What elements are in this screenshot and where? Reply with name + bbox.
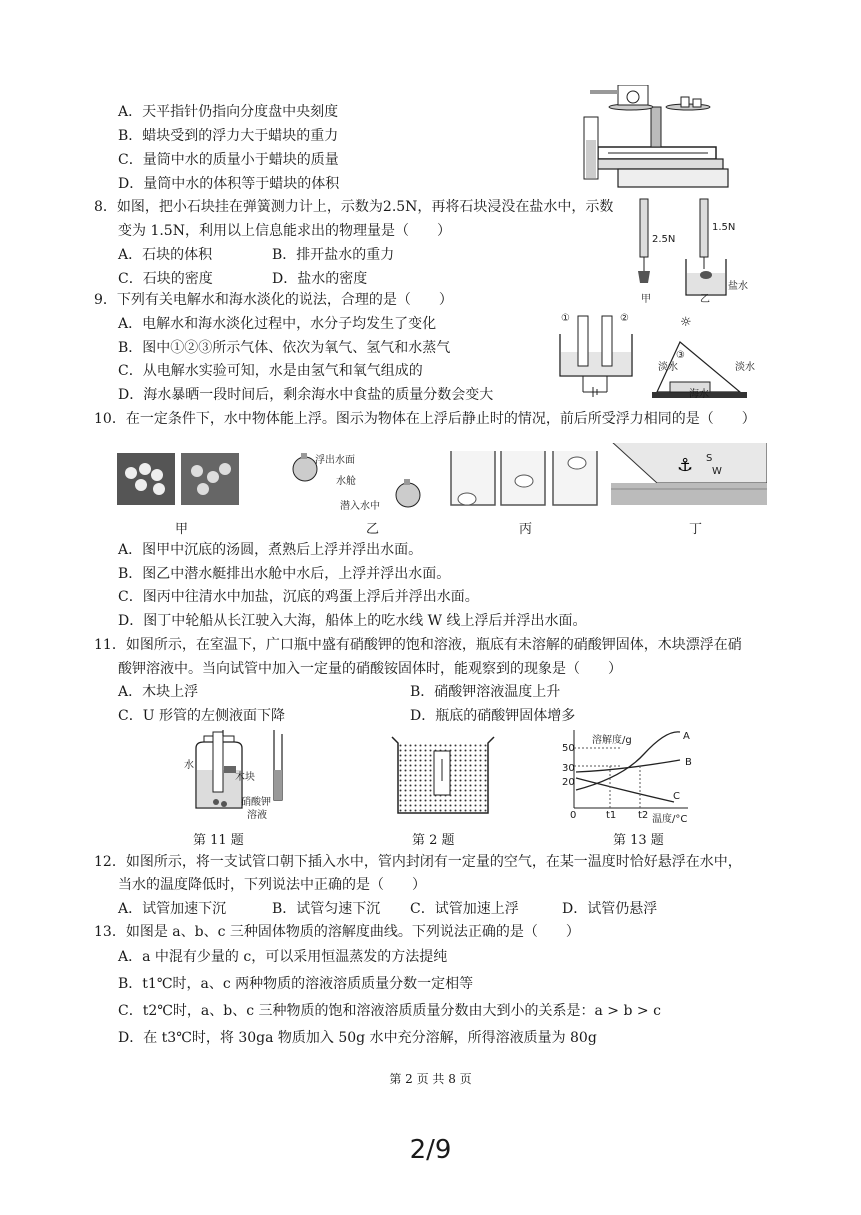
q9-fresh-label-left: 淡水 (658, 362, 678, 373)
q10-option-a: A．图甲中沉底的汤圆，煮熟后上浮并浮出水面。 (118, 542, 423, 558)
q11-label-water: 水 (184, 760, 194, 771)
q10-label-bing: 丙 (519, 522, 533, 537)
q10-label-tank: 水舱 (336, 476, 356, 487)
q9-option-a: A．电解水和海水淡化过程中，水分子均发生了变化 (118, 316, 437, 332)
chart13-xlabel: 温度/°C (652, 814, 688, 825)
page-footer: 第 2 页 共 8 页 (389, 1072, 472, 1086)
q11-label-block: 木块 (235, 772, 255, 783)
q9-fresh-label-right: 淡水 (735, 362, 755, 373)
q9-marker-1: ① (561, 313, 570, 324)
q12-option-c: C．试管加速上浮 (410, 901, 519, 917)
q10-stem: 10．在一定条件下，水中物体能上浮。图示为物体在上浮后静止时的情况，前后所受浮力相同的是（ ） (94, 411, 756, 427)
q10-label-dive: 潜入水中 (340, 501, 380, 512)
q8-option-a: A．石块的体积 (118, 247, 213, 263)
q12-stem-line1: 12．如图所示，将一支试管口朝下插入水中，管内封闭有一定量的空气，在某一温度时恰好悬浮在水中， (94, 854, 742, 870)
solubility-chart (562, 726, 702, 822)
q8-label-yi: 乙 (700, 294, 710, 305)
chart13-xtick-0: 0 (570, 810, 577, 821)
q11-option-d: D．瓶底的硝酸钾固体增多 (410, 708, 576, 724)
q11-label-sol2: 溶液 (247, 810, 267, 821)
chart13-ylabel: 溶解度/g (592, 735, 632, 746)
q8-stem-line2: 变为 1.5N，利用以上信息能求出的物理量是（ ） (118, 223, 451, 239)
q10-label-jia: 甲 (175, 522, 189, 537)
q8-reading-2: 1.5N (712, 222, 736, 233)
q11-option-a: A．木块上浮 (118, 684, 199, 700)
q11-option-c: C．U 形管的左侧液面下降 (118, 708, 285, 724)
q10-label-ding: 丁 (689, 522, 703, 537)
curve-c (576, 778, 674, 802)
q8-stem-line1: 8．如图，把小石块挂在弹簧测力计上，示数为2.5N，再将石块浸没在盐水中，示数 (94, 199, 614, 215)
q13-option-c: C．t2℃时，a、b、c 三种物质的饱和溶液溶质质量分数由大到小的关系是：a > b > c (118, 1003, 661, 1019)
q7-option-a: A．天平指针仍指向分度盘中央刻度 (118, 104, 339, 120)
chart13-ytick-20: 20 (562, 777, 575, 788)
q11-stem-line2: 酸钾溶液中。当向试管中加入一定量的硝酸铵固体时，能观察到的现象是（ ） (118, 661, 622, 677)
q9-marker-2: ② (620, 313, 629, 324)
q12-option-a: A．试管加速下沉 (118, 901, 227, 917)
q8-option-d: D．盐水的密度 (272, 271, 368, 287)
q11-option-b: B．硝酸钾溶液温度上升 (410, 684, 561, 700)
q12-option-d: D．试管仍悬浮 (562, 901, 658, 917)
balance-figure (578, 85, 744, 193)
q11-stem-line1: 11．如图所示，在室温下，广口瓶中盛有硝酸钾的饱和溶液，瓶底有未溶解的硝酸钾固体，木块漂浮在硝 (94, 637, 742, 653)
chart13-curve-b-label: B (685, 757, 692, 768)
chart13-ytick-50: 50 (562, 743, 575, 754)
q10-label-w: W (712, 466, 722, 477)
chart13-curve-c-label: C (673, 791, 680, 802)
q9-option-d: D．海水暴晒一段时间后，剩余海水中食盐的质量分数会变大 (118, 387, 494, 403)
q12-stem-line2: 当水的温度降低时，下列说法中正确的是（ ） (118, 877, 426, 893)
q7-option-d: D．量筒中水的体积等于蜡块的体积 (118, 176, 340, 192)
q9-sea-label: 海水 (689, 389, 709, 400)
q8-reading-1: 2.5N (652, 234, 676, 245)
svg-text:⚓: ⚓ (677, 455, 694, 476)
q9-option-b: B．图中①②③所示气体、依次为氧气、氢气和水蒸气 (118, 340, 451, 356)
q12-option-b: B．试管匀速下沉 (272, 901, 381, 917)
q8-option-c: C．石块的密度 (118, 271, 213, 287)
caption-q11: 第 11 题 (193, 833, 244, 848)
q8-label-jia: 甲 (641, 294, 651, 305)
q10-label-yi: 乙 (366, 522, 380, 537)
page-number: 2/9 (409, 1135, 452, 1165)
caption-q2: 第 2 题 (412, 833, 455, 848)
q10-label-s: S (706, 453, 713, 464)
chart13-xtick-t1: t1 (606, 810, 617, 821)
q7-option-b: B．蜡块受到的浮力大于蜡块的重力 (118, 128, 339, 144)
chart13-ytick-30: 30 (562, 763, 575, 774)
q13-option-a: A．a 中混有少量的 c，可以采用恒温蒸发的方法提纯 (118, 949, 448, 965)
q9-stem: 9．下列有关电解水和海水淡化的说法，合理的是（ ） (94, 292, 453, 308)
q8-liquid-label: 盐水 (728, 281, 748, 292)
q11-label-sol1: 硝酸钾 (241, 797, 271, 808)
beaker-testtube-figure (388, 733, 498, 818)
electrolysis-desalination-figure (552, 312, 762, 404)
q13-option-b: B．t1℃时，a、c 两种物质的溶液溶质质量分数一定相等 (118, 976, 474, 992)
q7-option-c: C．量筒中水的质量小于蜡块的质量 (118, 152, 339, 168)
q9-option-c: C．从电解水实验可知，水是由氢气和氧气组成的 (118, 363, 423, 379)
q13-option-d: D．在 t3℃时，将 30ga 物质加入 50g 水中充分溶解，所得溶液质量为 80g (118, 1030, 597, 1046)
q10-label-float: 浮出水面 (315, 455, 355, 466)
chart13-xtick-t2: t2 (638, 810, 649, 821)
q9-marker-3: ③ (676, 350, 685, 361)
q8-option-b: B．排开盐水的重力 (272, 247, 395, 263)
q10-option-c: C．图丙中往清水中加盐，沉底的鸡蛋上浮后并浮出水面。 (118, 589, 479, 605)
q10-option-b: B．图乙中潜水艇排出水舱中水后，上浮并浮出水面。 (118, 566, 451, 582)
q13-stem: 13．如图是 a、b、c 三种固体物质的溶解度曲线。下列说法正确的是（ ） (94, 924, 580, 940)
q10-option-d: D．图丁中轮船从长江驶入大海，船体上的吃水线 W 线上浮后并浮出水面。 (118, 613, 587, 629)
q10-figures (117, 443, 767, 513)
caption-q13: 第 13 题 (613, 833, 664, 848)
svg-text:☼: ☼ (680, 315, 692, 330)
chart13-curve-a-label: A (683, 731, 690, 742)
